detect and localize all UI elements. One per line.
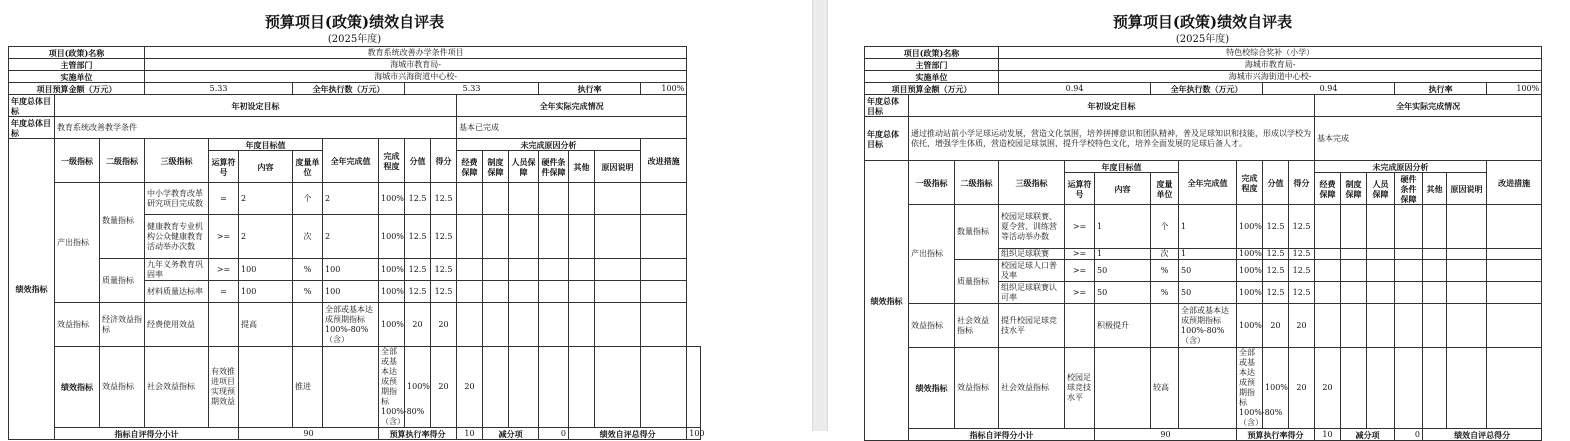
row-op — [209, 303, 239, 347]
extra-value: 全部或基本达成预期指标100%-80%（含） — [1237, 348, 1263, 429]
row-unit — [293, 303, 323, 347]
row-degree: 100% — [1237, 260, 1263, 282]
sheet-year: (2025年度) — [1175, 34, 1230, 45]
sheet-year: (2025年度) — [327, 34, 382, 45]
subtotal-value: 90 — [1095, 429, 1237, 441]
header-annual-value: 全年完成值 — [1179, 161, 1237, 205]
group-l1: 效益指标 — [55, 303, 100, 347]
row-value: 全部或基本达成预期指标100%-80%（含） — [1179, 304, 1237, 348]
row-degree: 100% — [379, 183, 405, 215]
row-unit: % — [1151, 260, 1179, 282]
row-got: 12.5 — [431, 215, 457, 259]
row-l3: 中小学教育改革研究项目完成数 — [145, 183, 209, 215]
extra-unit — [1179, 348, 1237, 429]
group-l1: 产出指标 — [909, 205, 955, 304]
extra-score: 20 — [1289, 348, 1315, 429]
goal-text: 通过推动站前小学足球运动发展，营造文化氛围，培养拼搏意识和团队精神，普及足球知识和技能，形成以学校为依托，增强学生体质，营造校园足球氛围，提升学校特色文化，培养全面发展的足球后备人才。 — [909, 117, 1315, 161]
row-degree: 100% — [1237, 304, 1263, 348]
header-system: 制度保障 — [1341, 173, 1367, 205]
header-target-value: 年度目标值 — [1065, 161, 1179, 173]
row-degree: 100% — [379, 259, 405, 281]
extra-l1: 效益指标 — [955, 348, 999, 429]
label-dept: 主管部门 — [865, 59, 999, 71]
label-exec-rate: 执行率 — [539, 83, 641, 95]
header-other: 其他 — [1423, 173, 1447, 205]
label-exec-amount: 全年执行数（万元） — [293, 83, 405, 95]
budget-value: 0.94 — [999, 83, 1151, 95]
group-l2: 数量指标 — [955, 205, 999, 260]
row-op: >= — [1065, 205, 1095, 249]
label-budget: 项目预算金额（万元） — [9, 83, 145, 95]
extra-l0: 绩效指标 — [909, 348, 955, 429]
row-unit: 个 — [293, 183, 323, 215]
row-op: >= — [1065, 260, 1095, 282]
header-funding: 经费保障 — [1315, 173, 1341, 205]
header-improve: 改进措施 — [1487, 161, 1542, 205]
header-level2: 二级指标 — [100, 139, 145, 183]
header-staff: 人员保障 — [509, 151, 539, 183]
project-name: 教育系统改善办学条件项目 — [145, 47, 687, 59]
row-l3: 校园足球联赛、夏令营、训练营等活动举办数 — [999, 205, 1065, 249]
header-op: 运算符号 — [209, 151, 239, 183]
row-unit: % — [1151, 282, 1179, 304]
row-unit: % — [293, 281, 323, 303]
row-content: 1 — [1095, 249, 1151, 260]
row-got: 12.5 — [1289, 282, 1315, 304]
header-degree: 完成程度 — [1237, 161, 1263, 205]
label-actual: 全年实际完成情况 — [1315, 95, 1542, 117]
row-content: 1 — [1095, 205, 1151, 249]
label-total: 绩效自评总得分 — [569, 428, 687, 440]
exec-amount-value: 5.33 — [405, 83, 539, 95]
header-content: 内容 — [1095, 173, 1151, 205]
header-hardware: 硬件条件保障 — [1395, 173, 1423, 205]
row-degree: 100% — [1237, 205, 1263, 249]
label-deduct: 减分项 — [1341, 429, 1395, 441]
deduct-value: 0 — [1395, 429, 1423, 441]
row-score: 20 — [1263, 304, 1289, 348]
row-score: 12.5 — [405, 215, 431, 259]
row-l3: 校园足球人口普及率 — [999, 260, 1065, 282]
header-staff: 人员保障 — [1367, 173, 1395, 205]
budget-value: 5.33 — [145, 83, 293, 95]
header-funding: 经费保障 — [457, 151, 483, 183]
extra-op — [1095, 348, 1151, 429]
extra-degree: 100% — [405, 347, 431, 428]
exec-amount-value: 0.94 — [1263, 83, 1395, 95]
row-got: 12.5 — [1289, 260, 1315, 282]
label-perf: 绩效指标 — [865, 161, 909, 441]
row-op — [1065, 304, 1095, 348]
row-value: 100 — [323, 259, 379, 281]
row-value: 50 — [1179, 260, 1237, 282]
label-unit: 实施单位 — [9, 71, 145, 83]
header-got: 得分 — [1289, 161, 1315, 205]
evaluation-table — [864, 46, 1542, 441]
header-reasons: 未完成原因分析 — [457, 139, 641, 151]
row-unit — [1151, 304, 1179, 348]
extra-got: 20 — [1315, 348, 1341, 429]
header-explain: 原因说明 — [1447, 173, 1487, 205]
table-row — [865, 348, 1542, 429]
label-budget: 项目预算金额（万元） — [865, 83, 999, 95]
summary-row — [9, 428, 701, 440]
label-subtotal: 指标自评得分小计 — [55, 428, 239, 440]
group-l2: 数量指标 — [100, 183, 145, 259]
row-l3: 材料质量达标率 — [145, 281, 209, 303]
row-degree: 100% — [1237, 282, 1263, 304]
row-value: 2 — [323, 183, 379, 215]
sheet-title: 预算项目(政策)绩效自评表 — [1112, 13, 1293, 31]
extra-got: 20 — [457, 347, 483, 428]
sheet-title: 预算项目(政策)绩效自评表 — [264, 13, 445, 31]
project-name: 特色校综合奖补（小学） — [999, 47, 1542, 59]
unit-value: 海城市兴海街道中心校- — [999, 71, 1542, 83]
row-degree: 100% — [379, 215, 405, 259]
header-measure-unit: 度量单位 — [293, 151, 323, 183]
row-op: >= — [1065, 282, 1095, 304]
header-hardware: 硬件条件保障 — [539, 151, 569, 183]
row-content: 100 — [239, 259, 293, 281]
row-op: >= — [209, 259, 239, 281]
row-value: 1 — [1179, 249, 1237, 260]
row-degree: 100% — [379, 281, 405, 303]
header-explain: 原因说明 — [595, 151, 641, 183]
row-content: 提高 — [239, 303, 293, 347]
label-perf: 绩效指标 — [9, 139, 55, 440]
row-degree: 100% — [1237, 249, 1263, 260]
group-l1: 产出指标 — [55, 183, 100, 303]
header-level2: 二级指标 — [955, 161, 999, 205]
row-value: 100 — [323, 281, 379, 303]
label-initial-goal: 年初设定目标 — [909, 95, 1315, 117]
row-value: 全部或基本达成预期指标100%-80%（含） — [323, 303, 379, 347]
header-reasons: 未完成原因分析 — [1315, 161, 1487, 173]
dept-value: 海城市教育局- — [145, 59, 687, 71]
row-score: 12.5 — [405, 183, 431, 215]
label-initial-goal: 年初设定目标 — [55, 95, 457, 117]
row-op: >= — [1065, 249, 1095, 260]
extra-degree: 100% — [1263, 348, 1289, 429]
row-unit: 个 — [1151, 205, 1179, 249]
exec-rate-value: 100% — [1487, 83, 1542, 95]
row-l3: 组织足球联赛认可率 — [999, 282, 1065, 304]
label-goal-overall: 年度总体目标 — [865, 95, 909, 117]
row-degree: 100% — [379, 303, 405, 347]
row-unit: 次 — [1151, 249, 1179, 260]
row-l3: 九年义务教育巩固率 — [145, 259, 209, 281]
unit-value: 海城市兴海街道中心校- — [145, 71, 687, 83]
table-row — [865, 205, 1542, 249]
row-score: 12.5 — [1263, 205, 1289, 249]
exec-rate-value: 100% — [641, 83, 687, 95]
row-content: 50 — [1095, 260, 1151, 282]
row-got: 12.5 — [431, 259, 457, 281]
header-level3: 三级指标 — [999, 161, 1065, 205]
extra-unit — [323, 347, 379, 428]
row-score: 20 — [405, 303, 431, 347]
table-row — [9, 303, 701, 347]
row-score: 12.5 — [1263, 260, 1289, 282]
group-l2: 社会效益指标 — [955, 304, 999, 348]
label-subtotal: 指标自评得分小计 — [909, 429, 1095, 441]
row-value: 2 — [323, 215, 379, 259]
total-value: 100 — [687, 428, 701, 440]
header-level3: 三级指标 — [145, 139, 209, 183]
row-op: = — [209, 281, 239, 303]
header-degree: 完成程度 — [379, 139, 405, 183]
label-goal-overall: 年度总体目标 — [865, 117, 909, 161]
label-rate-score: 预算执行率得分 — [379, 428, 457, 440]
header-system: 制度保障 — [483, 151, 509, 183]
header-score: 分值 — [1263, 161, 1289, 205]
group-l2: 经济效益指标 — [100, 303, 145, 347]
header-level1: 一级指标 — [55, 139, 100, 183]
extra-l2: 社会效益指标 — [999, 348, 1065, 429]
row-content: 积极提升 — [1095, 304, 1151, 348]
extra-op — [239, 347, 293, 428]
header-op: 运算符号 — [1065, 173, 1095, 205]
rate-score-value: 10 — [457, 428, 483, 440]
extra-l3: 有效推进项目实现预期效益 — [209, 347, 239, 428]
row-op: = — [209, 183, 239, 215]
extra-l3: 校园足球竞技水平 — [1065, 348, 1095, 429]
evaluation-table — [8, 46, 705, 440]
evaluation-sheet-left — [8, 10, 705, 440]
row-unit: % — [293, 259, 323, 281]
header-content: 内容 — [239, 151, 293, 183]
row-op: >= — [209, 215, 239, 259]
row-got: 12.5 — [1289, 205, 1315, 249]
goal-actual: 基本已完成 — [457, 117, 687, 139]
table-row — [865, 260, 1542, 282]
label-deduct: 减分项 — [483, 428, 539, 440]
goal-text: 教育系统改善教学条件 — [55, 117, 457, 139]
row-got: 20 — [431, 303, 457, 347]
row-content: 2 — [239, 183, 293, 215]
row-unit: 次 — [293, 215, 323, 259]
label-exec-rate: 执行率 — [1395, 83, 1487, 95]
row-value: 50 — [1179, 282, 1237, 304]
row-l3: 提升校园足球竞技水平 — [999, 304, 1065, 348]
header-target-value: 年度目标值 — [209, 139, 323, 151]
label-goal-overall: 年度总体目标 — [9, 95, 55, 117]
label-goal-overall: 年度总体目标 — [9, 117, 55, 139]
summary-row — [865, 429, 1542, 441]
label-unit: 实施单位 — [865, 71, 999, 83]
extra-score: 20 — [431, 347, 457, 428]
rate-score-value: 10 — [1315, 429, 1341, 441]
header-improve: 改进措施 — [641, 139, 687, 183]
extra-content: 推进 — [293, 347, 323, 428]
group-l1: 效益指标 — [909, 304, 955, 348]
group-l2: 质量指标 — [100, 259, 145, 303]
row-got: 12.5 — [431, 281, 457, 303]
header-measure-unit: 度量单位 — [1151, 173, 1179, 205]
row-content: 100 — [239, 281, 293, 303]
deduct-value: 0 — [539, 428, 569, 440]
goal-actual: 基本完成 — [1315, 117, 1542, 161]
row-value: 1 — [1179, 205, 1237, 249]
label-actual: 全年实际完成情况 — [457, 95, 687, 117]
label-rate-score: 预算执行率得分 — [1237, 429, 1315, 441]
header-annual-value: 全年完成值 — [323, 139, 379, 183]
row-l3: 健康教育专业机构公众健康教育活动举办次数 — [145, 215, 209, 259]
table-row — [865, 304, 1542, 348]
page-gap — [812, 0, 828, 431]
header-level1: 一级指标 — [909, 161, 955, 205]
extra-l2: 社会效益指标 — [145, 347, 209, 428]
header-other: 其他 — [569, 151, 595, 183]
row-got: 12.5 — [1289, 249, 1315, 260]
row-l3: 经费使用效益 — [145, 303, 209, 347]
row-got: 20 — [1289, 304, 1315, 348]
row-score: 12.5 — [1263, 282, 1289, 304]
row-score: 12.5 — [405, 259, 431, 281]
extra-l1: 效益指标 — [100, 347, 145, 428]
row-score: 12.5 — [405, 281, 431, 303]
label-dept: 主管部门 — [9, 59, 145, 71]
subtotal-value: 90 — [239, 428, 379, 440]
extra-content: 较高 — [1151, 348, 1179, 429]
label-total: 绩效自评总得分 — [1423, 429, 1542, 441]
table-row — [9, 259, 701, 281]
table-row — [9, 347, 701, 428]
dept-value: 海城市教育局- — [999, 59, 1542, 71]
label-project-name: 项目(政策)名称 — [865, 47, 999, 59]
table-row — [9, 183, 701, 215]
extra-l0: 绩效指标 — [55, 347, 100, 428]
label-project-name: 项目(政策)名称 — [9, 47, 145, 59]
label-exec-amount: 全年执行数（万元） — [1151, 83, 1263, 95]
evaluation-sheet-right — [864, 10, 1541, 441]
row-got: 12.5 — [431, 183, 457, 215]
row-content: 50 — [1095, 282, 1151, 304]
header-got: 得分 — [431, 139, 457, 183]
extra-value: 全部或基本达成预期指标100%-80%（含） — [379, 347, 405, 428]
header-score: 分值 — [405, 139, 431, 183]
row-score: 12.5 — [1263, 249, 1289, 260]
row-content: 2 — [239, 215, 293, 259]
group-l2: 质量指标 — [955, 260, 999, 304]
row-l3: 组织足球联赛 — [999, 249, 1065, 260]
